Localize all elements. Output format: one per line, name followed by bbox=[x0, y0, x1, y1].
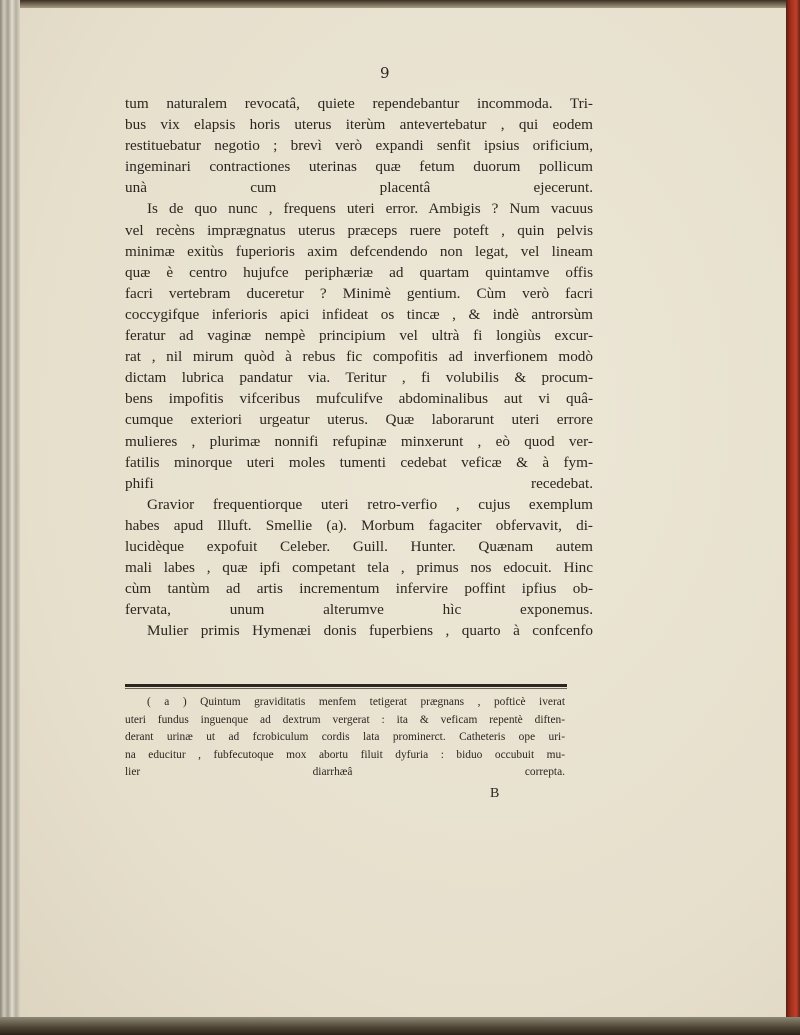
text-line: rat , nil mirum quòd à rebus fic compofitis ad inverfionem modò bbox=[125, 348, 593, 366]
text-line: fervata, unum alterumve hìc exponemus. bbox=[125, 601, 593, 619]
text-line: Is de quo nunc , frequens uteri error. Ambigis ? Num vacuus bbox=[147, 200, 593, 218]
page-left-edge bbox=[0, 0, 20, 1035]
text-line: unà cum placentâ ejecerunt. bbox=[125, 179, 593, 197]
page-number: 9 bbox=[380, 64, 390, 82]
text-line: cùm tantùm ad artis incrementum infervire poffint ipfius ob- bbox=[125, 580, 593, 598]
footnote-line: uteri fundus inguenque ad dextrum vergerat : ita & veficam repentè diften- bbox=[125, 713, 565, 726]
text-line: habes apud Illuft. Smellie (a). Morbum fagaciter obfervavit, di- bbox=[125, 516, 593, 534]
text-line: bus vix elapsis horis uterus iterùm antevertebatur , qui eodem bbox=[125, 116, 593, 134]
text-line: feratur ad vaginæ nempè principium vel ultrà fi longiùs excur- bbox=[125, 327, 593, 345]
paragraph-3 bbox=[125, 494, 593, 621]
signature-mark: B bbox=[490, 786, 500, 801]
footnote-line: ( a ) Quintum graviditatis menfem tetigerat prægnans , pofticè iverat bbox=[147, 696, 565, 708]
paragraph-2 bbox=[125, 198, 593, 493]
text-line: lucidèque expofuit Celeber. Guill. Hunter. Quænam autem bbox=[125, 537, 593, 555]
text-line: dictam lubrica pandatur via. Teritur , fi volubilis & procum- bbox=[125, 369, 593, 387]
text-line: fatilis minorque uteri moles tumenti cedebat veficæ & à fym- bbox=[125, 453, 593, 471]
page-top-edge bbox=[0, 0, 800, 8]
text-line: quæ è centro hujufce periphæriæ ad quartam quintamve offis bbox=[125, 263, 593, 281]
footnote-line: na educitur , fubfecutoque mox abortu filuit dyfuria : biduo occubuit mu- bbox=[125, 748, 565, 761]
footnote bbox=[125, 694, 565, 782]
text-line: Gravior frequentiorque uteri retro-verfio , cujus exemplum bbox=[147, 495, 593, 513]
footnote-rule bbox=[125, 684, 567, 687]
main-text bbox=[125, 93, 593, 641]
text-line: phifi recedebat. bbox=[125, 474, 593, 492]
text-line: tum naturalem revocatâ, quiete rependebantur incommoda. Tri- bbox=[125, 95, 593, 112]
text-line: mali labes , quæ ipfi competant tela , primus nos edocuit. Hinc bbox=[125, 559, 593, 577]
text-line: ingeminari contractiones uterinas quæ fetum duorum pollicum bbox=[125, 158, 593, 176]
footnote-line: derant urinæ ut ad fcrobiculum cordis lata prominerct. Catheteris ope uri- bbox=[125, 731, 565, 744]
text-line: restituebatur negotio ; brevì verò expandi senfit ipsius orificium, bbox=[125, 137, 593, 155]
text-line: cumque exteriori urgeatur uterus. Quæ laborarunt uteri errore bbox=[125, 411, 593, 429]
page-bottom-edge bbox=[0, 1017, 800, 1035]
text-line: minimæ exitùs fuperioris axim defcendendo non legat, vel lineam bbox=[125, 242, 593, 260]
text-line: bens impofitis vifceribus mufculifve abdominalibus aut vi quâ- bbox=[125, 390, 593, 408]
footnote-rule-thin bbox=[125, 688, 567, 689]
book-cover-edge bbox=[786, 0, 800, 1035]
paragraph-1 bbox=[125, 93, 593, 198]
text-line: mulieres , plurimæ nonnifi refupinæ minxerunt , eò quod ver- bbox=[125, 432, 593, 450]
paragraph-4 bbox=[125, 620, 593, 641]
text-line: Mulier primis Hymenæi donis fuperbiens , quarto à confcenfo bbox=[147, 622, 593, 640]
footnote-line: lier diarrhæâ correpta. bbox=[125, 766, 565, 779]
text-line: coccygifque inferioris apici infideat os tincæ , & indè antrorsùm bbox=[125, 305, 593, 323]
text-line: vel recèns imprægnatus uterus præceps ruere poteft , quin pelvis bbox=[125, 221, 593, 239]
text-line: facri vertebram duceretur ? Minimè gentium. Cùm verò facri bbox=[125, 284, 593, 302]
